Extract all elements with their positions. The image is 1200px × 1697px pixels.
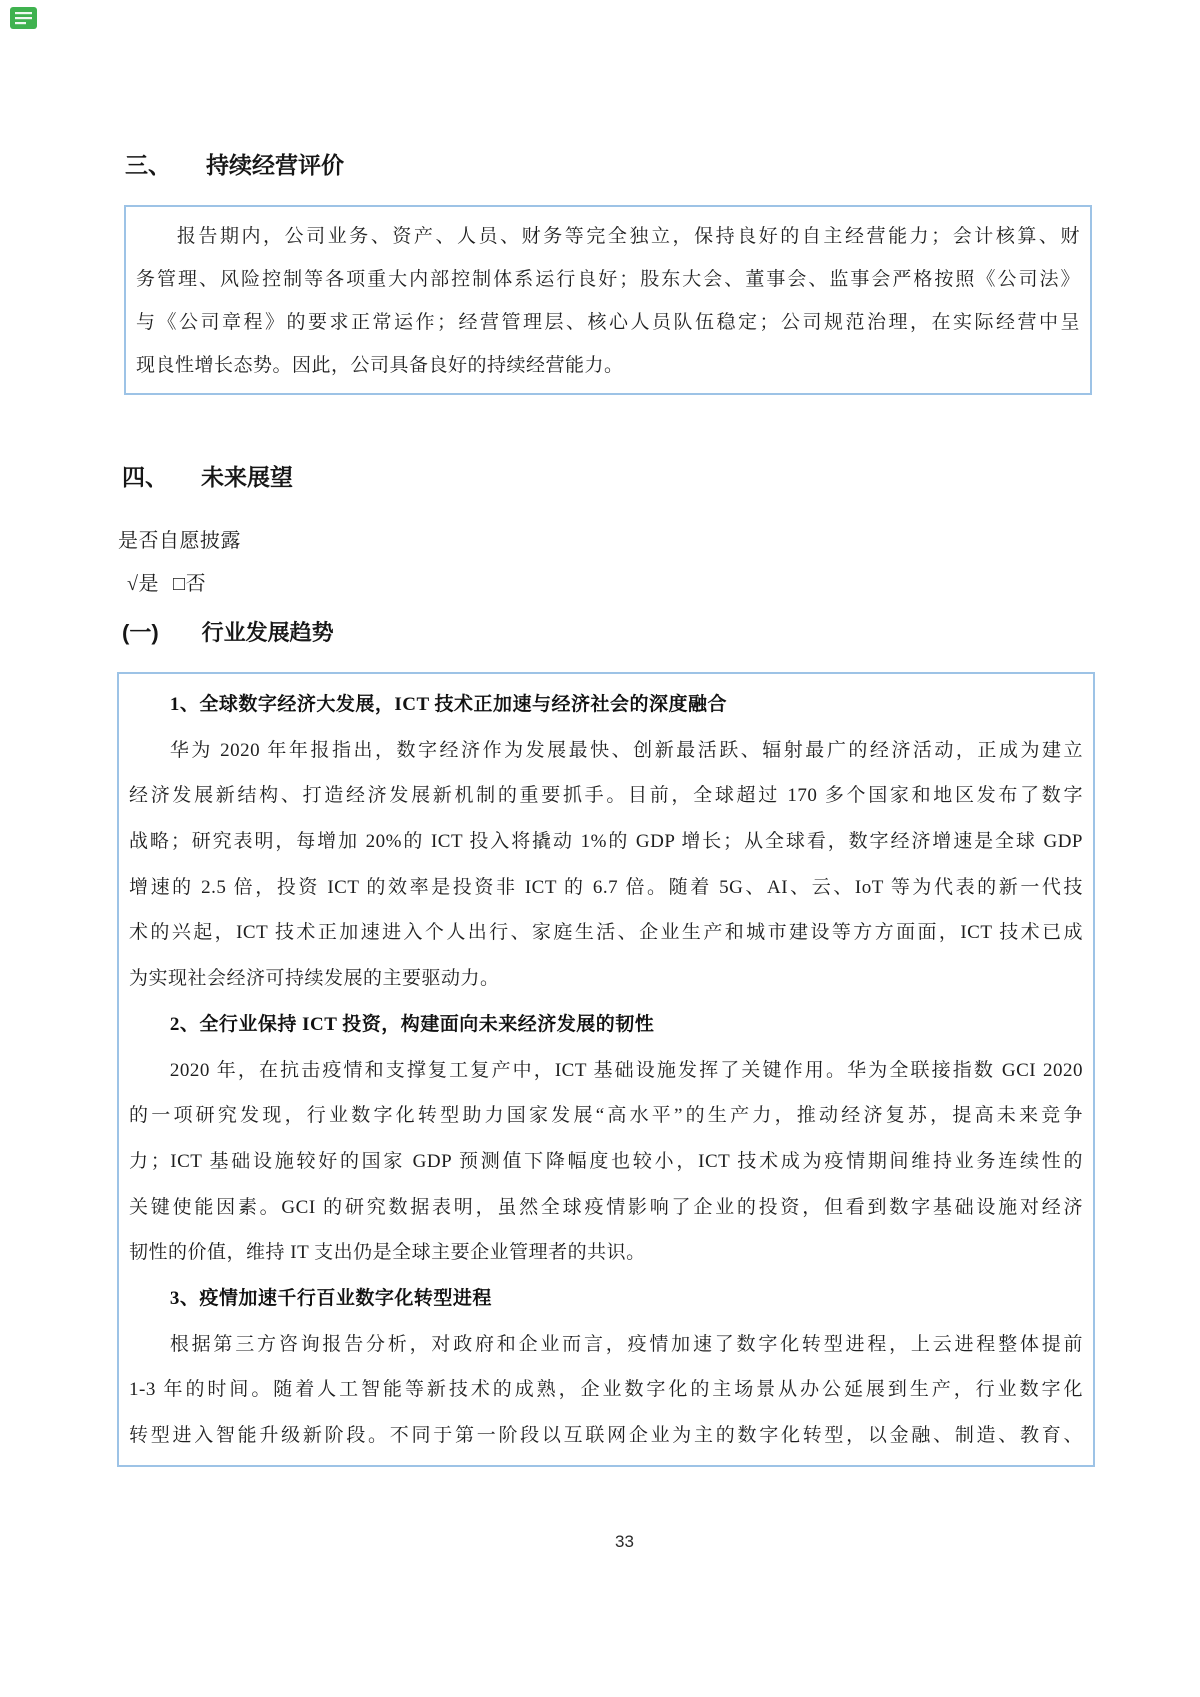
text-line: 现良性增长态势。因此，公司具备良好的持续经营能力。 [136,355,624,376]
text-line: 转型进入智能升级新阶段。不同于第一阶段以互联网企业为主的数字化转型，以金融、制造、教育、 [129,1425,1083,1446]
section-number: 三、 [125,152,171,178]
subsection-number: (一) [122,620,159,645]
subsection-heading-industry-trends [122,616,334,647]
text-line: 增速的 2.5 倍，投资 ICT 的效率是投资非 ICT 的 6.7 倍。随着 5G、AI、云、IoT 等为代表的新一代技 [129,876,1083,898]
section-number: 四、 [122,464,168,490]
section-title: 持续经营评价 [206,152,344,178]
text-line: 为实现社会经济可持续发展的主要驱动力。 [129,968,500,990]
text-line: 术的兴起，ICT 技术正加速进入个人出行、家庭生活、企业生产和城市建设等方方面面，ICT 技术已成 [129,922,1083,944]
sub-heading-line: 3、疫情加速千行百业数字化转型进程 [169,1287,492,1309]
going-concern-box [124,205,1092,395]
text-line: 的一项研究发现，行业数字化转型助力国家发展“高水平”的生产力，推动经济复苏，提高未来竞争 [129,1105,1083,1127]
sub-heading-line: 2、全行业保持 ICT 投资，构建面向未来经济发展的韧性 [169,1013,655,1035]
industry-trends-box [117,672,1095,1467]
text-line: 经济发展新结构、打造经济发展新机制的重要抓手。目前，全球超过 170 多个国家和地区发布了数字 [129,785,1083,807]
text-line: 1-3 年的时间。随着人工智能等新技术的成熟，企业数字化的主场景从办公延展到生产，行业数字化 [129,1379,1083,1401]
text-line: 韧性的价值，维持 IT 支出仍是全球主要企业管理者的共识。 [129,1242,646,1264]
spreadsheet-icon-glyph [10,7,37,29]
page-number: 33 [615,1532,634,1551]
text-line: 与《公司章程》的要求正常运作；经营管理层、核心人员队伍稳定；公司规范治理，在实际经营中呈 [136,312,1080,333]
text-line: 关键使能因素。GCI 的研究数据表明，虽然全球疫情影响了企业的投资，但看到数字基础设施对经济 [129,1196,1083,1218]
text-line: 报告期内，公司业务、资产、人员、财务等完全独立，保持良好的自主经营能力；会计核算、财 [176,226,1080,247]
text-line: 根据第三方咨询报告分析，对政府和企业而言，疫情加速了数字化转型进程，上云进程整体提前 [169,1333,1083,1355]
text-line: 务管理、风险控制等各项重大内部控制体系运行良好；股东大会、董事会、监事会严格按照《公司法》 [136,269,1080,290]
section-heading-outlook [122,459,293,492]
text-line: 2020 年，在抗击疫情和支撑复工复产中，ICT 基础设施发挥了关键作用。华为全联接指数 GCI 2020 [169,1059,1083,1081]
section-title: 未来展望 [201,464,293,490]
checkbox-yes-checked[interactable]: √是 [127,573,159,595]
text-line: 力；ICT 基础设施较好的国家 GDP 预测值下降幅度也较小，ICT 技术成为疫情期间维持业务连续性的 [129,1150,1083,1172]
text-line: 战略；研究表明，每增加 20%的 ICT 投入将撬动 1%的 GDP 增长；从全球看，数字经济增速是全球 GDP [129,831,1083,853]
section-heading-going-concern [125,147,344,180]
spreadsheet-icon[interactable] [10,7,37,29]
disclosure-answer [127,567,206,596]
disclosure-question: 是否自愿披露 [118,530,241,552]
text-line: 华为 2020 年年报指出，数字经济作为发展最快、创新最活跃、辐射最广的经济活动，正成为建立 [169,739,1083,761]
subsection-title: 行业发展趋势 [201,620,334,645]
sub-heading-line: 1、全球数字经济大发展，ICT 技术正加速与经济社会的深度融合 [169,694,728,715]
checkbox-no-unchecked[interactable]: □否 [172,573,207,595]
